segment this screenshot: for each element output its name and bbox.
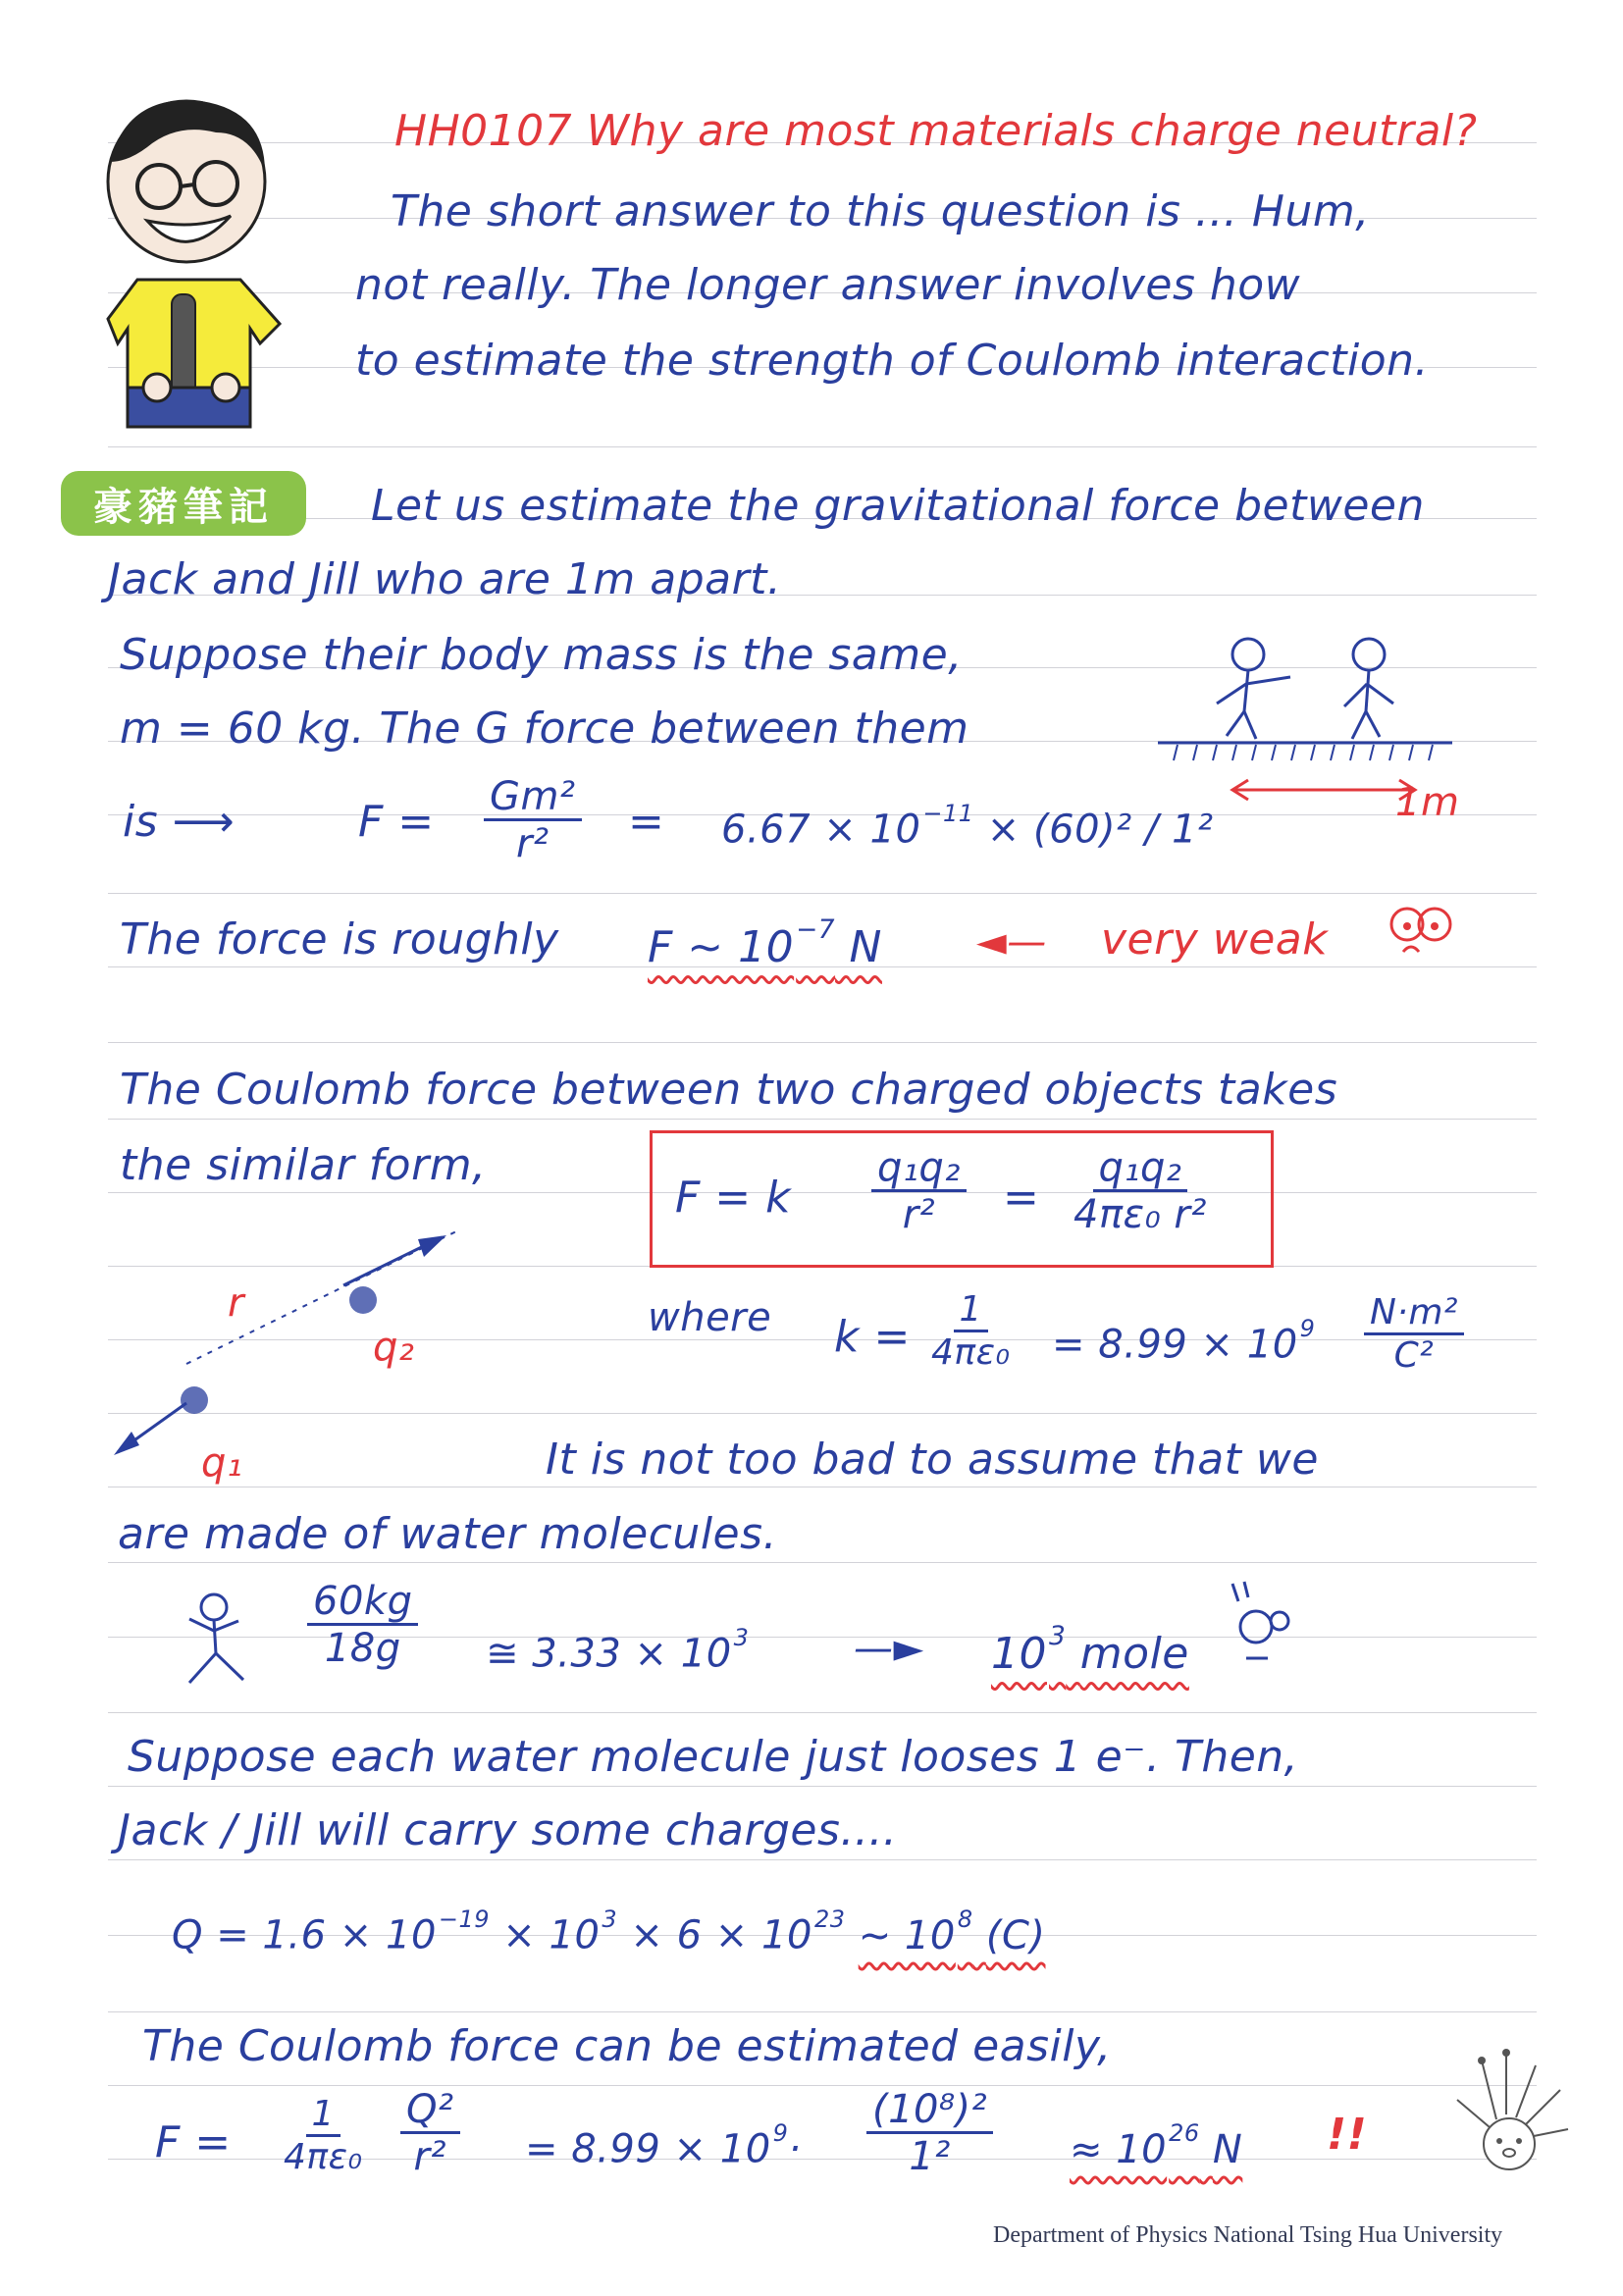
distance-label: 1m [1395, 780, 1460, 825]
water-mole: $10^3$ mole [991, 1621, 1189, 1679]
gravity-line-3: Suppose their body mass is the same, [120, 630, 963, 680]
porcupine-doodle [1452, 2051, 1570, 2188]
final-value: = $8.99 \times 10^9\cdot$ [525, 2119, 802, 2172]
water-line-2: are made of water molecules. [118, 1509, 778, 1559]
gravity-result-text: The force is roughly [120, 914, 559, 965]
where-label: where [648, 1295, 772, 1340]
box-F: F = k [675, 1173, 792, 1223]
gravity-eq-equals: = [628, 797, 665, 847]
charge-line-1: Suppose each water molecule just looses 1 e⁻. Then, [128, 1732, 1299, 1782]
q2-label: q₂ [373, 1325, 415, 1370]
final-fraction-1: $\frac{1}{\text{4πε₀}}$ [284, 2094, 363, 2177]
gravity-eq-prefix: is ⟶ [123, 797, 236, 847]
final-exclamation: !! [1327, 2110, 1368, 2160]
ruled-line [108, 1119, 1537, 1120]
water-arrow: —► [854, 1626, 924, 1671]
box-fraction-2: $\frac{\text{q₁q₂}}{\text{4πε₀ r²}}$ [1073, 1145, 1207, 1237]
logo-badge: 豪豬筆記 [61, 471, 306, 536]
surprised-doodle [1225, 1580, 1293, 1668]
charge-equation: $Q = 1.6 \times 10^{-19} \times 10^3 \times 6 \times 10^{23}$ ~ $10^8$ (C) [172, 1905, 1046, 1958]
charge-line-2: Jack / Jill will carry some charges.... [118, 1805, 898, 1855]
author-cartoon [69, 93, 324, 446]
k-fraction: $\frac{1}{\text{4πε₀}}$ [931, 1289, 1011, 1373]
gravity-fraction: $\frac{\text{Gm²}}{\text{r²}}$ [476, 775, 590, 866]
page-title: HH0107 Why are most materials charge neutral? [394, 106, 1478, 156]
final-fraction-3: $\frac{\text{(10⁸)²}}{\text{1²}}$ [859, 2088, 1001, 2179]
sad-face-doodle [1386, 903, 1464, 962]
water-fraction: $\frac{60kg}{18g}$ [299, 1580, 426, 1671]
ruled-line [108, 1859, 1537, 1860]
gravity-eq-value: $6.67 \times 10^{-11} \times (60)^2 / 1^2$ [721, 800, 1214, 853]
box-fraction-1: $\frac{\text{q₁q₂}}{\text{r²}}$ [864, 1146, 974, 1237]
final-F: F = [155, 2117, 232, 2167]
final-fraction-2: $\frac{\text{Q²}}{\text{r²}}$ [393, 2088, 468, 2179]
gravity-line-4: m = 60 kg. The G force between them [120, 704, 969, 754]
gravity-line-2: Jack and Jill who are 1m apart. [108, 554, 782, 604]
intro-line-2: not really. The longer answer involves how [355, 260, 1301, 310]
final-approx: ≈ $10^{26}$ N [1070, 2119, 1243, 2172]
ruled-line [108, 1042, 1537, 1043]
jack-jill-figures [1158, 633, 1472, 780]
ruled-line [108, 1712, 1537, 1713]
ruled-line [108, 1562, 1537, 1563]
k-unit: $\frac{\text{N·m²}}{\text{C²}}$ [1356, 1293, 1472, 1376]
box-equals: = [1003, 1173, 1040, 1223]
gravity-line-1: Let us estimate the gravitational force between [371, 481, 1425, 531]
intro-line-3: to estimate the strength of Coulomb interaction. [355, 336, 1430, 386]
gravity-eq-F: F = [358, 797, 435, 847]
coulomb-line-1: The Coulomb force between two charged objects takes [120, 1065, 1338, 1115]
r-label: r [228, 1280, 244, 1326]
ruled-line [108, 1786, 1537, 1787]
water-approx: ≅ $3.33 \times 10^3$ [486, 1624, 750, 1677]
final-line-1: The Coulomb force can be estimated easily, [142, 2021, 1112, 2071]
q1-label: q₁ [201, 1440, 243, 1486]
gravity-arrow: ◄— [976, 919, 1047, 965]
k-value: = $8.99 \times 10^9$ [1052, 1315, 1316, 1368]
ruled-line [108, 2011, 1537, 2012]
coulomb-line-2: the similar form, [120, 1140, 487, 1190]
stick-figure-doodle [175, 1590, 263, 1697]
gravity-result-formula: F ~ $10^{-7}$ N [648, 914, 882, 972]
k-label: k = [834, 1312, 911, 1362]
ruled-line [108, 446, 1537, 447]
ruled-line [108, 893, 1537, 894]
distance-arrow [1227, 775, 1423, 805]
water-line-1: It is not too bad to assume that we [546, 1435, 1319, 1485]
footer-department: Department of Physics National Tsing Hua University [993, 2222, 1503, 2248]
ruled-line [108, 2085, 1537, 2086]
intro-line-1: The short answer to this question is ... Hum, [391, 186, 1370, 236]
gravity-comment: very weak [1101, 914, 1329, 965]
